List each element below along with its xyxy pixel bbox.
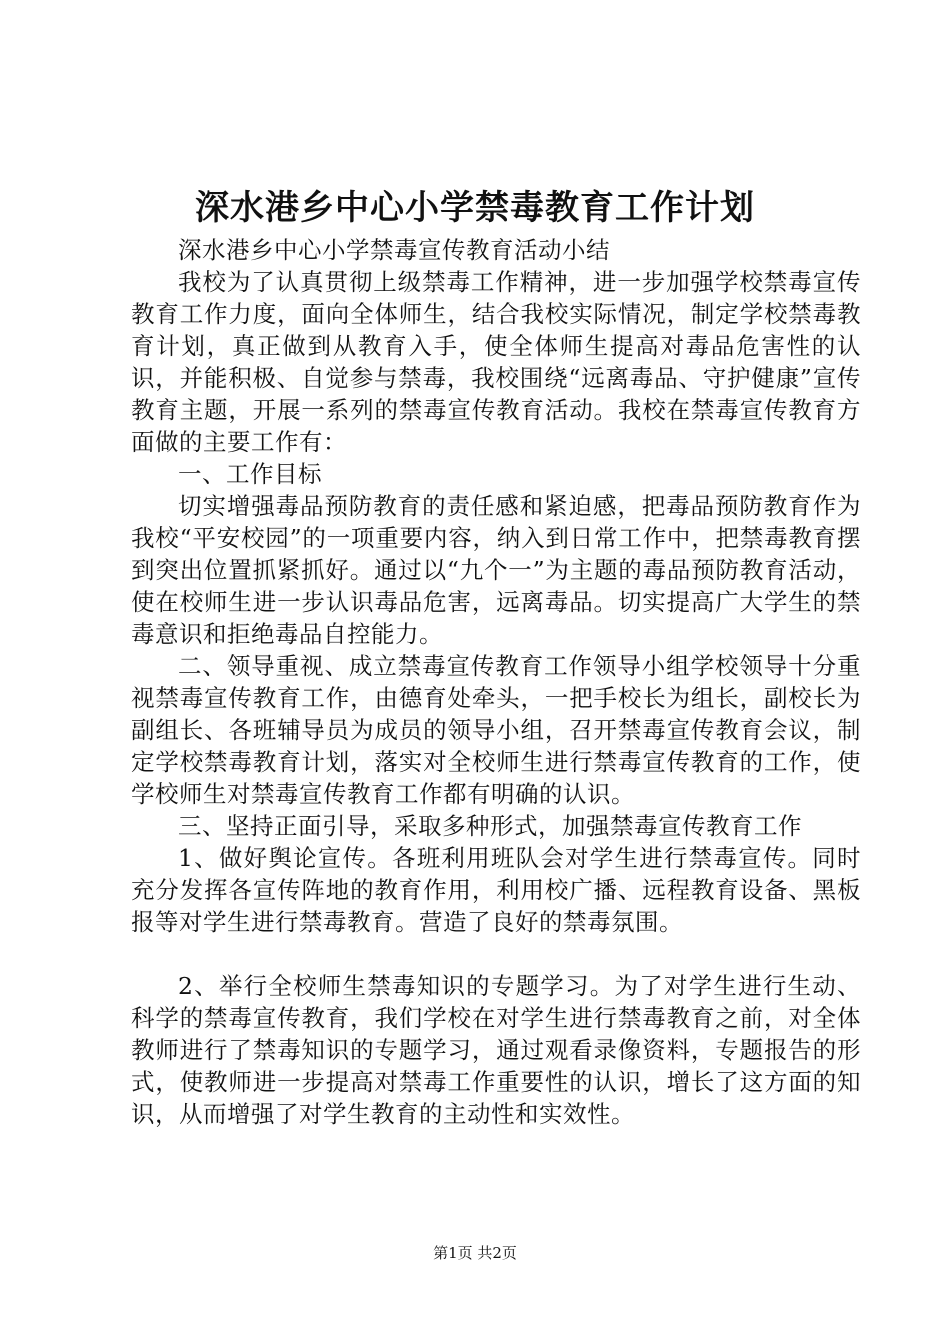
document-body: [131, 234, 861, 1130]
intro-paragraph: 我校为了认真贯彻上级禁毒工作精神，进一步加强学校禁毒宣传教育工作力度，面向全体师生，结合我校实际情况，制定学校禁毒教育计划，真正做到从教育入手，使全体师生提高对毒品危害性的认识，并能积极、自觉参与禁毒，我校围绕“远离毒品、守护健康”宣传教育主题，开展一系列的禁毒宣传教育活动。我校在禁毒宣传教育方面做的主要工作有：: [131, 268, 861, 456]
goals-paragraph: 切实增强毒品预防教育的责任感和紧迫感，把毒品预防教育作为我校“平安校园”的一项重要内容，纳入到日常工作中，把禁毒教育摆到突出位置抓紧抓好。通过以“九个一”为主题的毒品预防教育活动，使在校师生进一步认识毒品危害，远离毒品。切实提高广大学生的禁毒意识和拒绝毒品自控能力。: [131, 492, 861, 648]
section-heading-guidance: 三、坚持正面引导，采取多种形式，加强禁毒宣传教育工作: [178, 812, 802, 840]
leadership-paragraph: 二、领导重视、成立禁毒宣传教育工作领导小组学校领导十分重视禁毒宣传教育工作，由德育处牵头，一把手校长为组长，副校长为副组长、各班辅导员为成员的领导小组，召开禁毒宣传教育会议，制定学校禁毒教育计划，落实对全校师生进行禁毒宣传教育的工作，使学校师生对禁毒宣传教育工作都有明确的认识。: [131, 652, 861, 808]
subtitle-paragraph: 深水港乡中心小学禁毒宣传教育活动小结: [178, 236, 610, 264]
item-1-paragraph: 1、做好舆论宣传。各班利用班队会对学生进行禁毒宣传。同时充分发挥各宣传阵地的教育作用，利用校广播、远程教育设备、黑板报等对学生进行禁毒教育。营造了良好的禁毒氛围。: [131, 844, 861, 936]
section-heading-goals: 一、工作目标: [178, 460, 322, 488]
page-footer: 第1页 共2页: [433, 1244, 517, 1262]
item-2-paragraph: 2、举行全校师生禁毒知识的专题学习。为了对学生进行生动、科学的禁毒宣传教育，我们学校在对学生进行禁毒教育之前，对全体教师进行了禁毒知识的专题学习，通过观看录像资料，专题报告的形式，使教师进一步提高对禁毒工作重要性的认识，增长了这方面的知识，从而增强了对学生教育的主动性和实效性。: [131, 972, 861, 1128]
page-title: 深水港乡中心小学禁毒教育工作计划: [195, 188, 755, 228]
